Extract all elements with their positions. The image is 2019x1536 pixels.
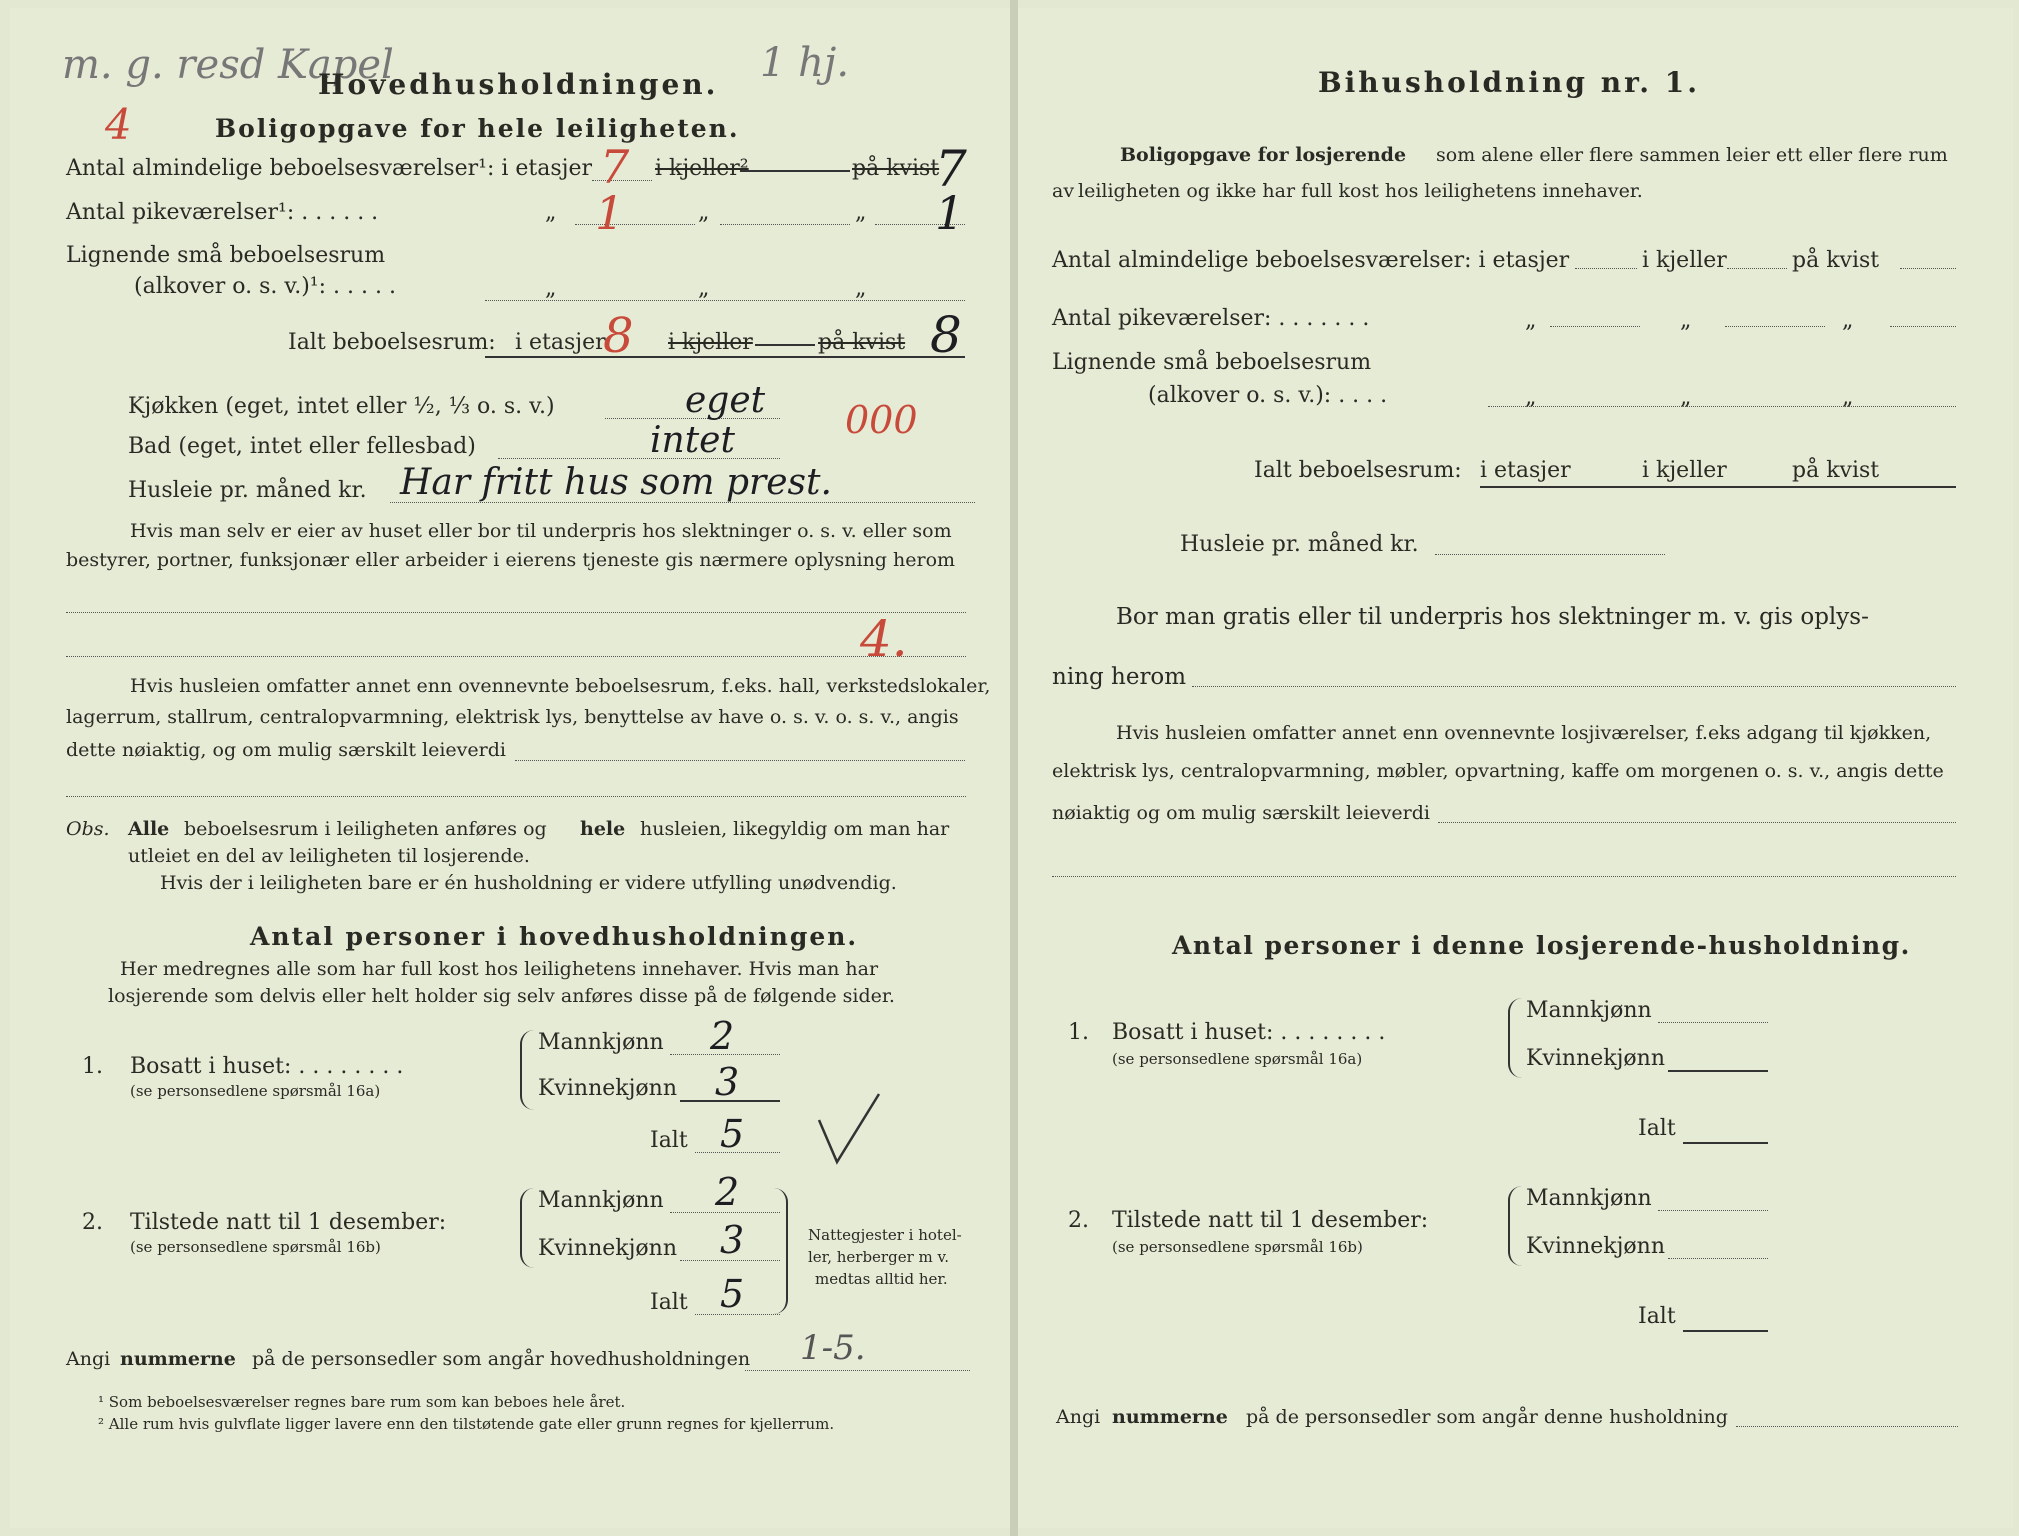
page-subtitle: Boligopgave for hele leiligheten. <box>215 114 740 143</box>
obs-text-1b: beboelsesrum i leiligheten anføres og <box>184 818 547 840</box>
obs-hele: hele <box>580 818 626 840</box>
pike-etasjer-value: 1 <box>595 186 625 240</box>
right-omfatter-line-2 <box>1052 876 1956 877</box>
ialt-kjeller-label: i kjeller <box>668 330 753 355</box>
obs-alle: Alle <box>128 818 170 840</box>
right-q1-number: 1. <box>1068 1020 1089 1045</box>
checkmark-icon <box>815 1090 885 1170</box>
q1-ialt-value: 5 <box>720 1112 745 1156</box>
right-q2-ialt-label: Ialt <box>1638 1304 1676 1329</box>
right-omfatter-line-1 <box>1438 822 1956 823</box>
angi-line <box>745 1370 970 1371</box>
pike-quote-1: „ <box>545 200 557 225</box>
pike-quote-3: „ <box>855 200 867 225</box>
right-angi-a: Angi <box>1056 1406 1101 1428</box>
footnote-1: ¹ Som beboelsesværelser regnes bare rum som kan beboes hele året. <box>98 1393 626 1411</box>
q2-ialt-value: 5 <box>720 1272 745 1316</box>
husleie-value: Har fritt hus som prest. <box>400 462 832 503</box>
page-title: Hovedhusholdningen. <box>318 68 719 101</box>
right-q1-mann-label: Mannkjønn <box>1526 998 1652 1023</box>
right-q1-ialt-line <box>1683 1142 1768 1144</box>
ialt-rooms-underline <box>485 356 965 358</box>
right-alkover-label: (alkover o. s. v.): . . . . <box>1148 383 1388 408</box>
right-alkover-quote-1: „ <box>1525 385 1537 410</box>
q1-mann-label: Mannkjønn <box>538 1030 664 1055</box>
q2-right-brace <box>770 1188 788 1314</box>
right-q2-label: Tilstede natt til 1 desember: <box>1112 1208 1429 1233</box>
q2-brace <box>520 1188 536 1268</box>
right-ialt-underline <box>1480 486 1956 488</box>
husleie-label: Husleie pr. måned kr. <box>128 478 367 503</box>
obs-text-3: Hvis der i leiligheten bare er én husholdning er videre utfylling unødvendig. <box>160 872 897 894</box>
right-q1-mann-line <box>1658 1022 1768 1023</box>
right-pike-line-1 <box>1550 326 1640 327</box>
omfatter-line-2 <box>66 796 966 797</box>
right-q1-label: Bosatt i huset: . . . . . . . . <box>1112 1020 1386 1045</box>
right-omfatter-2: elektrisk lys, centralopvarmning, møbler, opvartning, kaffe om morgenen o. s. v., angis dette <box>1052 760 1944 782</box>
omfatter-text-2: lagerrum, stallrum, centralopvarmning, elektrisk lys, benyttelse av have o. s. v. o. s. v., angis <box>66 706 959 728</box>
angi-label-c: på de personsedler som angår hovedhusholdningen <box>252 1348 751 1370</box>
footnote-2: ² Alle rum hvis gulvflate ligger lavere enn den tilstøtende gate eller grunn regnes for kjellerrum. <box>98 1415 835 1433</box>
q2-kvinne-label: Kvinnekjønn <box>538 1236 677 1261</box>
right-pike-quote-3: „ <box>1842 308 1854 333</box>
red-code: 000 <box>845 398 918 442</box>
ialt-strike-line <box>755 344 815 346</box>
pencil-note-header: m. g. resd Kapel <box>62 42 394 88</box>
ialt-total-value: 8 <box>930 306 962 364</box>
eier-text-2: bestyrer, portner, funksjonær eller arbeider i eierens tjeneste gis nærmere oplysning herom <box>66 549 956 571</box>
q2-label: Tilstede natt til 1 desember: <box>130 1210 447 1235</box>
right-ialt-label: Ialt beboelsesrum: <box>1254 458 1462 483</box>
right-q1-brace <box>1508 998 1524 1078</box>
omfatter-line-1 <box>515 760 965 761</box>
right-angi-b: nummerne <box>1112 1406 1228 1428</box>
q1-ialt-label: Ialt <box>650 1128 688 1153</box>
q2-number: 2. <box>82 1210 103 1235</box>
ialt-etasjer-value: 8 <box>603 308 634 364</box>
right-husleie-line <box>1435 554 1665 555</box>
angi-label-b: nummerne <box>120 1348 236 1370</box>
obs-text-1d: husleien, likegyldig om man har <box>640 818 950 840</box>
right-q2-mann-label: Mannkjønn <box>1526 1186 1652 1211</box>
rooms-kjeller-label: i kjeller² <box>655 156 749 181</box>
right-pike-quote-2: „ <box>1680 308 1692 333</box>
eier-line-1 <box>66 612 966 613</box>
ialt-etasjer-label: i etasjer <box>515 330 606 355</box>
q2-mann-value: 2 <box>715 1170 740 1214</box>
right-q1-ialt-label: Ialt <box>1638 1116 1676 1141</box>
right-rooms-kvist-line <box>1900 268 1956 269</box>
right-q1-sub: (se personsedlene spørsmål 16a) <box>1112 1050 1363 1068</box>
right-pike-quote-1: „ <box>1525 308 1537 333</box>
rooms-kvist-label: på kvist <box>852 156 940 181</box>
obs-label: Obs. <box>66 818 110 840</box>
right-q2-kvinne-line <box>1668 1258 1768 1259</box>
right-ialt-etasjer: i etasjer <box>1480 458 1571 483</box>
right-husleie-label: Husleie pr. måned kr. <box>1180 532 1419 557</box>
bad-value: intet <box>650 420 735 461</box>
kjokken-value: eget <box>685 380 766 421</box>
obs-text-2: utleiet en del av leiligheten til losjerende. <box>128 845 530 867</box>
right-rooms-label: Antal almindelige beboelsesværelser: i etasjer <box>1052 248 1570 273</box>
right-angi-line <box>1736 1426 1958 1427</box>
pike-quote-2: „ <box>698 200 710 225</box>
alkover-line <box>485 300 965 301</box>
q1-brace <box>520 1030 536 1110</box>
alkover-quote-1: „ <box>545 276 557 301</box>
right-q2-kvinne-label: Kvinnekjønn <box>1526 1234 1665 1259</box>
right-pike-line-2 <box>1725 326 1825 327</box>
bad-line <box>498 458 780 459</box>
right-q1-kvinne-line <box>1668 1070 1768 1072</box>
left-page <box>10 8 1010 1528</box>
right-intro-1: som alene eller flere sammen leier ett eller flere rum <box>1436 144 1948 166</box>
nattegjester-1: Nattegjester i hotel- <box>808 1226 962 1244</box>
right-q2-brace <box>1508 1186 1524 1266</box>
q2-kvinne-value: 3 <box>720 1218 745 1262</box>
alkover-quote-3: „ <box>855 276 867 301</box>
persons-text-1: Her medregnes alle som har full kost hos leilighetens innehaver. Hvis man har <box>120 958 879 980</box>
pike-total-value: 1 <box>935 186 965 240</box>
right-alkover-line <box>1488 406 1956 407</box>
red-four: 4. <box>860 610 908 668</box>
eier-line-2 <box>66 656 966 657</box>
right-rooms-kjeller-line <box>1727 268 1787 269</box>
right-pike-line-3 <box>1890 326 1956 327</box>
right-rooms-etasjer-line <box>1575 268 1637 269</box>
right-gratis-line <box>1192 686 1956 687</box>
right-intro-2a: av <box>1052 180 1075 202</box>
right-q2-mann-line <box>1658 1210 1768 1211</box>
right-gratis-2: ning herom <box>1052 664 1187 690</box>
q2-ialt-label: Ialt <box>650 1290 688 1315</box>
right-alkover-quote-3: „ <box>1842 385 1854 410</box>
right-ialt-kjeller: i kjeller <box>1642 458 1727 483</box>
omfatter-text-3: dette nøiaktig, og om mulig særskilt leieverdi <box>66 739 506 761</box>
right-omfatter-1: Hvis husleien omfatter annet enn ovennevnte losjiværelser, f.eks adgang til kjøkken, <box>1116 722 1932 744</box>
eier-text-1: Hvis man selv er eier av huset eller bor til underpris hos slektninger o. s. v. eller som <box>130 520 952 542</box>
right-rooms-kvist: på kvist <box>1792 248 1880 273</box>
nattegjester-2: ler, herberger m v. <box>808 1248 949 1266</box>
nattegjester-3: medtas alltid her. <box>815 1270 948 1288</box>
right-page-title: Bihusholdning nr. 1. <box>1318 66 1700 99</box>
right-rooms-kjeller: i kjeller <box>1642 248 1727 273</box>
right-persons-title: Antal personer i denne losjerende-husholdning. <box>1172 931 1911 960</box>
right-angi-c: på de personsedler som angår denne husholdning <box>1246 1406 1728 1428</box>
q1-kvinne-label: Kvinnekjønn <box>538 1076 677 1101</box>
angi-label-a: Angi <box>66 1348 111 1370</box>
right-pike-label: Antal pikeværelser: . . . . . . . <box>1052 306 1370 331</box>
omfatter-text-1: Hvis husleien omfatter annet enn ovennevnte beboelsesrum, f.eks. hall, verkstedslokaler, <box>130 675 991 697</box>
right-omfatter-3: nøiaktig og om mulig særskilt leieverdi <box>1052 802 1430 824</box>
right-intro-bold: Boligopgave for losjerende <box>1120 144 1407 166</box>
right-q2-ialt-line <box>1683 1330 1768 1332</box>
ialt-rooms-label: Ialt beboelsesrum: <box>288 330 496 355</box>
pike-label: Antal pikeværelser¹: . . . . . . <box>66 200 379 225</box>
page-fold <box>1010 0 1018 1536</box>
right-q1-kvinne-label: Kvinnekjønn <box>1526 1046 1665 1071</box>
bad-label: Bad (eget, intet eller fellesbad) <box>128 434 476 459</box>
right-q2-sub: (se personsedlene spørsmål 16b) <box>1112 1238 1363 1256</box>
rooms-label: Antal almindelige beboelsesværelser¹: i etasjer <box>66 156 593 181</box>
red-margin-number: 4 <box>105 100 132 149</box>
angi-value: 1-5. <box>800 1328 866 1368</box>
alkover-label: (alkover o. s. v.)¹: . . . . . <box>134 274 396 299</box>
alkover-quote-2: „ <box>698 276 710 301</box>
rooms-strike-line <box>740 170 850 172</box>
right-ligning-label: Lignende små beboelsesrum <box>1052 350 1372 375</box>
q1-kvinne-value: 3 <box>715 1060 740 1104</box>
persons-title: Antal personer i hovedhusholdningen. <box>250 922 859 951</box>
q1-number: 1. <box>82 1054 103 1079</box>
ligning-label: Lignende små beboelsesrum <box>66 243 386 268</box>
q1-sub: (se personsedlene spørsmål 16a) <box>130 1082 381 1100</box>
q1-label: Bosatt i huset: . . . . . . . . <box>130 1054 404 1079</box>
rooms-total-value: 7 <box>935 140 967 198</box>
pike-line-1 <box>575 224 695 225</box>
q2-sub: (se personsedlene spørsmål 16b) <box>130 1238 381 1256</box>
right-intro-2b: leiligheten og ikke har full kost hos leilighetens innehaver. <box>1078 180 1643 202</box>
pike-line-2 <box>720 224 850 225</box>
ialt-kvist-label: på kvist <box>818 330 906 355</box>
q2-mann-label: Mannkjønn <box>538 1188 664 1213</box>
right-gratis-1: Bor man gratis eller til underpris hos slektninger m. v. gis oplys- <box>1116 604 1869 630</box>
q1-mann-value: 2 <box>710 1014 735 1058</box>
pencil-note-header-right: 1 hj. <box>760 40 850 86</box>
kjokken-label: Kjøkken (eget, intet eller ½, ⅓ o. s. v.) <box>128 394 555 419</box>
right-ialt-kvist: på kvist <box>1792 458 1880 483</box>
right-q2-number: 2. <box>1068 1208 1089 1233</box>
rooms-etasjer-value: 7 <box>600 140 630 194</box>
right-alkover-quote-2: „ <box>1680 385 1692 410</box>
persons-text-2: losjerende som delvis eller helt holder sig selv anføres disse på de følgende sider. <box>108 985 895 1007</box>
